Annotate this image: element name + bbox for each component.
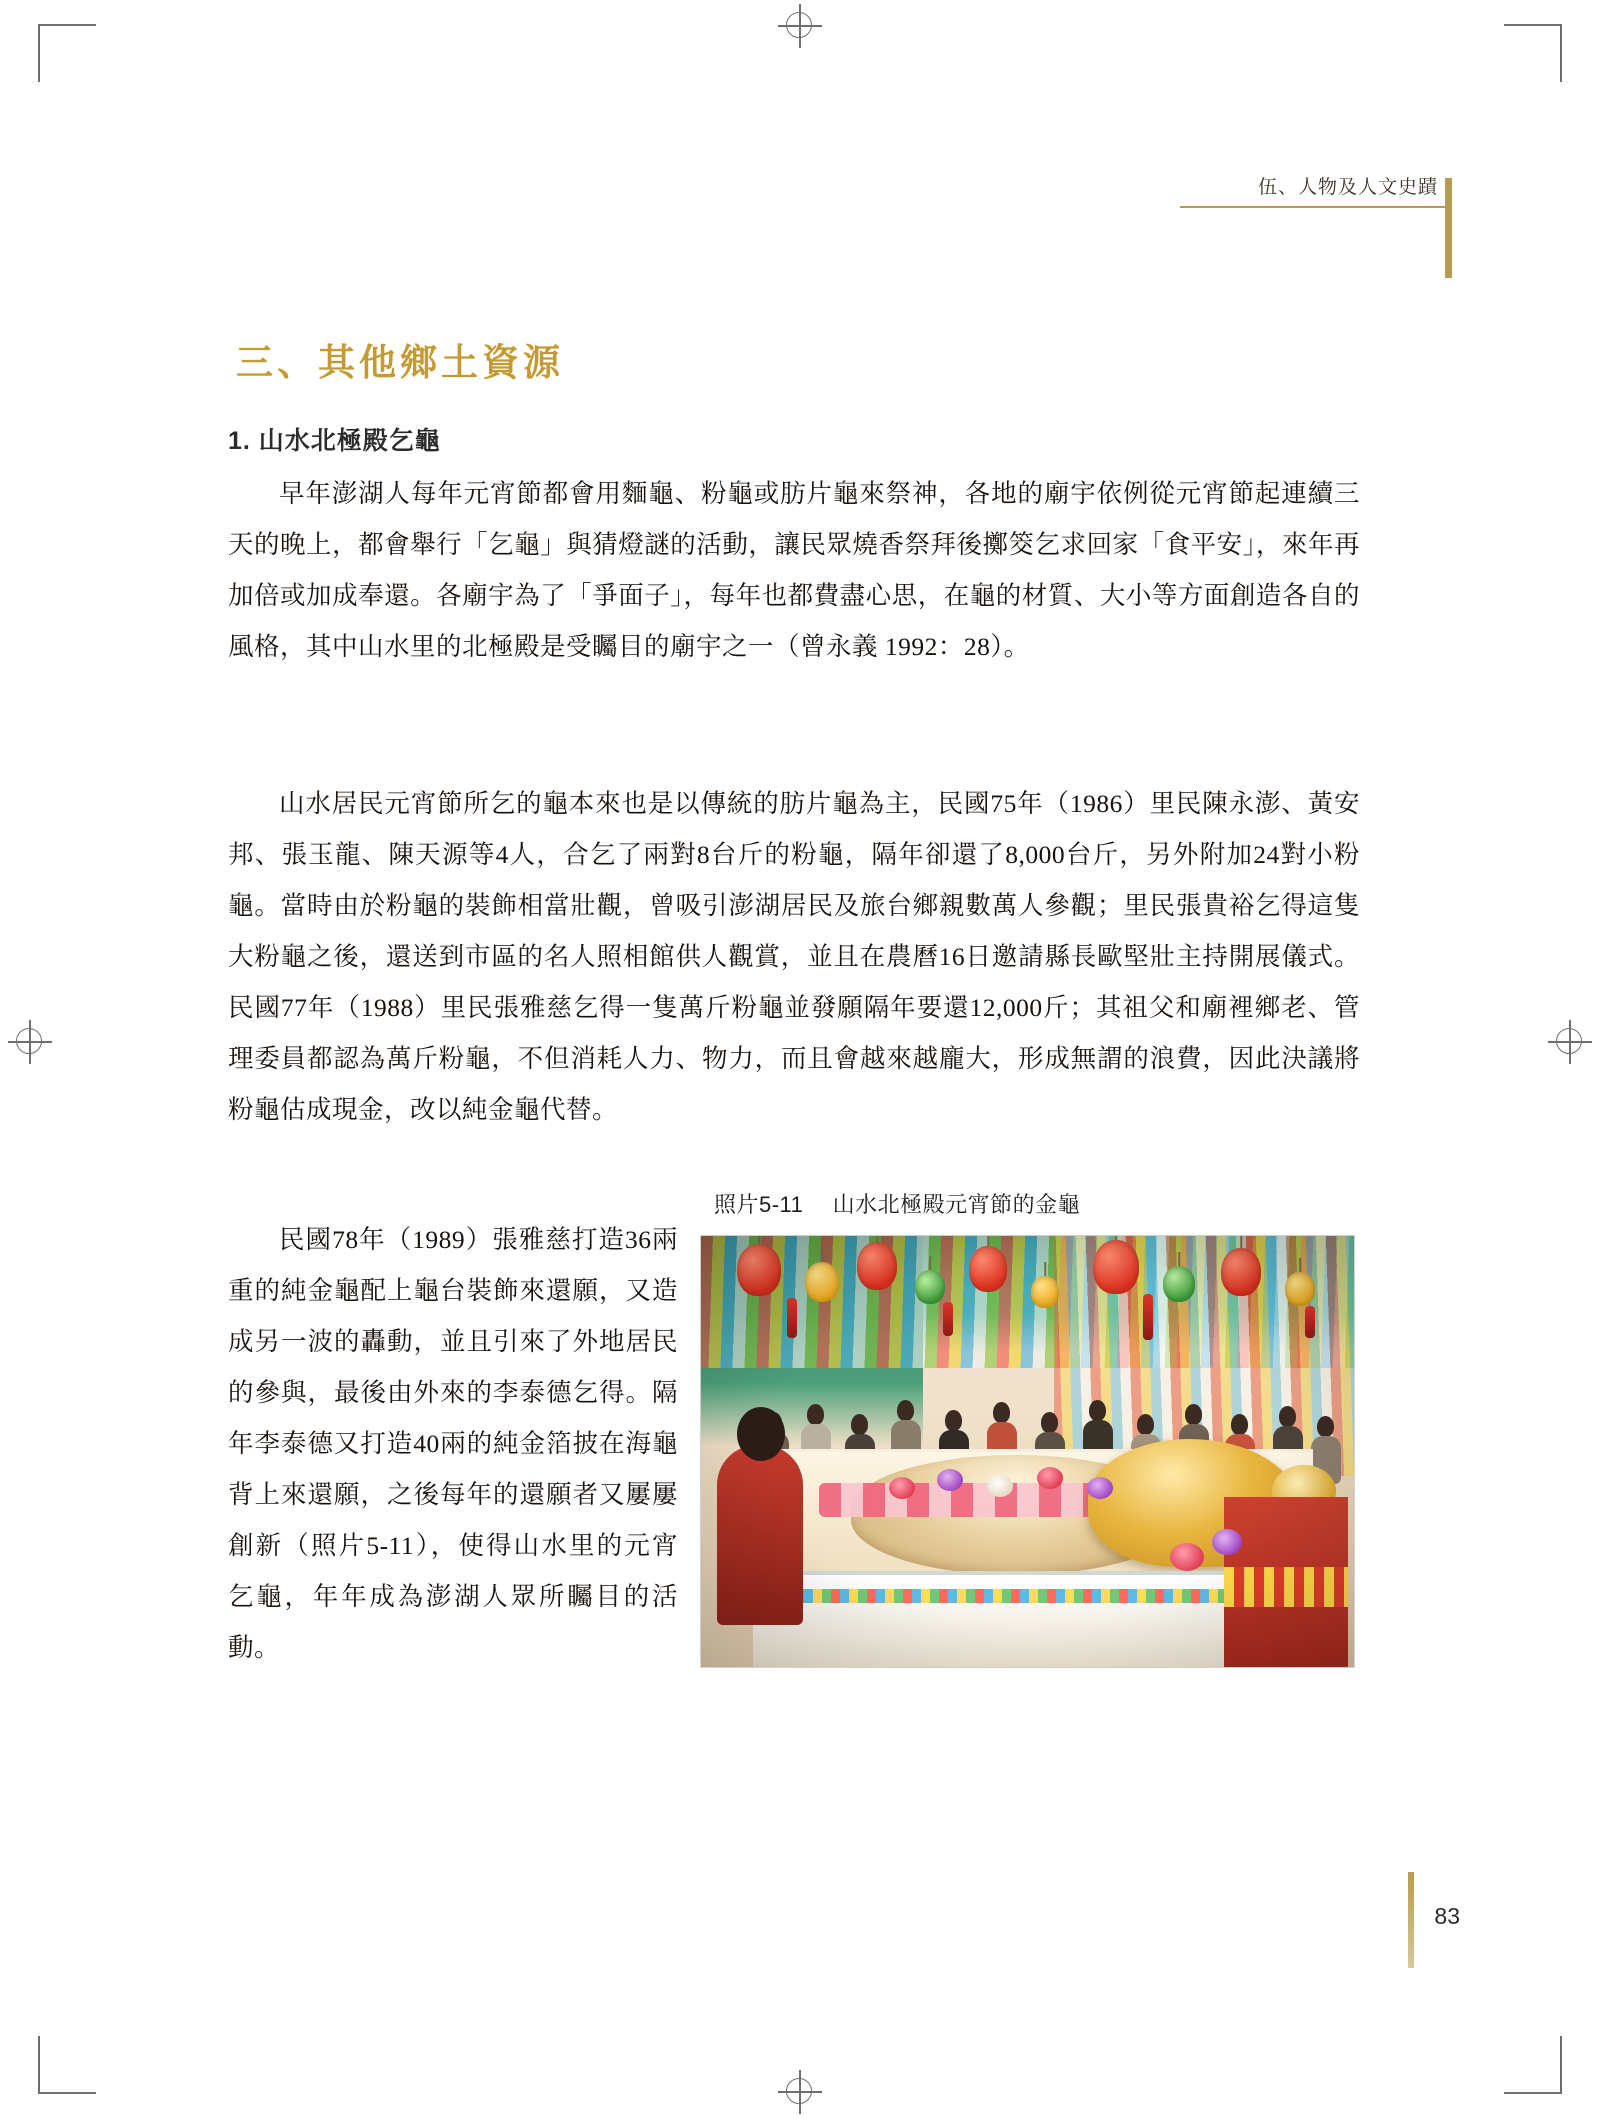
registration-target-top [778,4,822,48]
crop-mark-top-left [38,24,96,82]
subsection-heading: 1. 山水北極殿乞龜 [228,426,441,455]
running-head-tick [1445,178,1452,278]
crop-mark-top-right [1504,24,1562,82]
section-heading: 三、其他鄉土資源 [236,342,564,384]
running-head-label: 伍、人物及人文史蹟 [1257,177,1438,198]
crop-mark-bottom-left [38,2036,96,2094]
photo-image [700,1235,1355,1668]
page-number: 83 [1434,1903,1460,1929]
folio-rule [1408,1872,1414,1968]
paragraph-1: 早年澎湖人每年元宵節都會用麵龜、粉龜或肪片龜來祭神，各地的廟宇依例從元宵節起連續三天的晚上，都會舉行「乞龜」與猜燈謎的活動，讓民眾燒香祭拜後擲筊乞求回家「食平安」，來年再加倍或加成奉還。各廟宇為了「爭面子」，每年也都費盡心思，在龜的材質、大小等方面創造各自的風格，其中山水里的北極殿是受矚目的廟宇之一（曾永義 1992：28）。 [228,478,1360,661]
running-head [1258,178,1450,197]
crop-mark-bottom-right [1504,2036,1562,2094]
photo-figure [700,1188,1360,1668]
paragraph-2: 山水居民元宵節所乞的龜本來也是以傳統的肪片龜為主，民國75年（1986）里民陳永澎、黃安邦、張玉龍、陳天源等4人，合乞了兩對8台斤的粉龜，隔年卻還了8,000台斤，另外附加24對小粉龜。當時由於粉龜的裝飾相當壯觀，曾吸引澎湖居民及旅台鄉親數萬人參觀；里民張貴裕乞得這隻大粉龜之後，還送到市區的名人照相館供人觀賞，並且在農曆16日邀請縣長歐堅壯主持開展儀式。民國77年（1988）里民張雅慈乞得一隻萬斤粉龜並發願隔年要還12,000斤；其祖父和廟裡鄉老、管理委員都認為萬斤粉龜，不但消耗人力、物力，而且會越來越龐大，形成無謂的浪費，因此決議將粉龜估成現金，改以純金龜代替。 [228,788,1360,1124]
registration-target-bottom [778,2070,822,2114]
photo-caption-title: 山水北極殿元宵節的金龜 [832,1192,1081,1217]
photo-caption [714,1188,1360,1219]
paragraph-3: 民國78年（1989）張雅慈打造36兩重的純金龜配上龜台裝飾來還願，又造成另一波的轟動，並且引來了外地居民的參與，最後由外來的李泰德乞得。隔年李泰德又打造40兩的純金箔披在海龜背上來還願，之後每年的還願者又屢屢創新（照片5-11），使得山水里的元宵乞龜，年年成為澎湖人眾所矚目的活動。 [228,1224,678,1662]
photo-caption-label: 照片5-11 [714,1192,804,1217]
photo-wrap-section [228,1188,1360,1698]
registration-target-left [8,1020,52,1064]
registration-target-right [1548,1020,1592,1064]
running-head-rule [1180,206,1450,208]
